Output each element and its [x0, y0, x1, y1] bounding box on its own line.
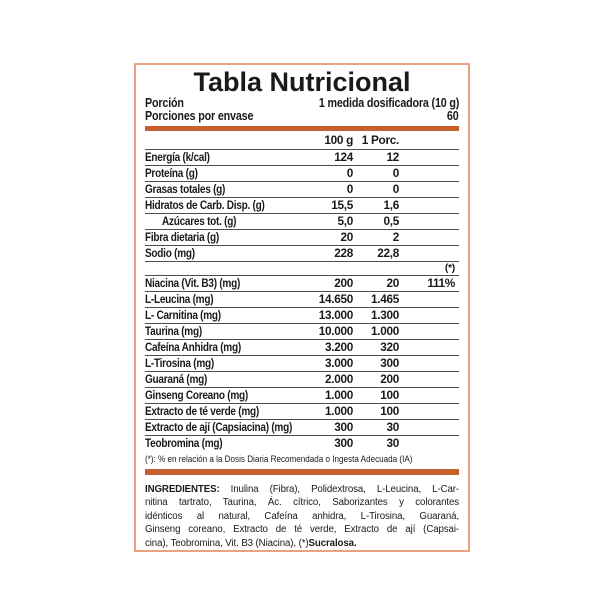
value-per-serving: 1.000 — [370, 324, 399, 338]
value-daily-pct: 111% — [427, 276, 455, 290]
nutrient-row — [145, 276, 459, 292]
nutrient-label: Ginseng Coreano (mg) — [145, 388, 248, 402]
nutrient-label: Cafeína Anhidra (mg) — [145, 340, 241, 354]
nutrient-label: Sodio (mg) — [145, 246, 195, 260]
nutrient-label: Fibra dietaria (g) — [145, 230, 219, 244]
value-per-100g: 5,0 — [337, 214, 353, 228]
nutrient-label: Teobromina (mg) — [145, 436, 223, 450]
value-per-100g: 3.000 — [324, 356, 353, 370]
servings-per-container-label: Porciones por envase — [145, 109, 254, 123]
servings-per-container-row — [145, 110, 459, 123]
value-per-serving: 30 — [386, 436, 399, 450]
value-per-serving: 1.300 — [370, 308, 399, 322]
ingredients-line — [145, 483, 459, 496]
ingredients-paragraph — [145, 483, 459, 550]
value-per-serving: 200 — [380, 372, 399, 386]
nutrient-row — [145, 420, 459, 436]
ingredients-text: nitina tartrato, Taurina, Ác. cítrico, Saborizantes y colorantes — [145, 497, 459, 509]
ingredients-text: idénticos al natural, Cafeína anhidra, L-Tirosina, Guaraná, — [145, 510, 459, 522]
value-per-serving: 100 — [380, 404, 399, 418]
col-header-per-100g: 100 g — [324, 133, 353, 147]
ingredients-text: Inulina (Fibra), Polidextrosa, L-Leucina, L-Car- — [230, 484, 460, 495]
nutrient-label: Energía (k/cal) — [145, 150, 210, 164]
dv-marker-row — [145, 262, 459, 276]
column-header-row — [145, 131, 459, 150]
nutrient-label: L-Leucina (mg) — [145, 292, 214, 306]
ingredients-line — [145, 496, 459, 509]
value-per-100g: 1.000 — [324, 404, 353, 418]
nutrient-row — [145, 230, 459, 246]
nutrient-row — [145, 324, 459, 340]
nutrient-label: Grasas totales (g) — [145, 182, 226, 196]
nutrient-row — [145, 308, 459, 324]
serving-size-label: Porción — [145, 96, 184, 110]
value-per-serving: 30 — [386, 420, 399, 434]
value-per-serving: 300 — [380, 356, 399, 370]
value-per-serving: 1,6 — [383, 198, 399, 212]
value-per-serving: 2 — [392, 230, 399, 244]
nutrient-label: Taurina (mg) — [145, 324, 202, 338]
ingredients-line — [145, 537, 459, 550]
value-per-serving: 12 — [386, 150, 399, 164]
ingredients-text: cina), Teobromina, Vit. B3 (Niacina), (*) — [145, 537, 309, 549]
nutrient-label: Azúcares tot. (g) — [162, 214, 237, 228]
value-per-serving: 100 — [380, 388, 399, 402]
nutrition-label — [134, 63, 470, 552]
value-per-100g: 13.000 — [318, 308, 353, 322]
nutrient-label: Extracto de té verde (mg) — [145, 404, 259, 418]
value-per-100g: 1.000 — [324, 388, 353, 402]
ingredients-text: Ginseng coreano, Extracto de té verde, Extracto de ají (Capsai- — [145, 524, 459, 536]
accent-bar-bottom — [145, 469, 459, 475]
value-per-100g: 3.200 — [324, 340, 353, 354]
nutrient-row — [145, 340, 459, 356]
nutrient-label: L- Carnitina (mg) — [145, 308, 221, 322]
nutrient-label: Hidratos de Carb. Disp. (g) — [145, 198, 265, 212]
value-per-100g: 20 — [340, 230, 353, 244]
value-per-serving: 0 — [392, 182, 399, 196]
value-per-100g: 124 — [334, 150, 353, 164]
value-per-100g: 300 — [334, 436, 353, 450]
col-header-per-serving: 1 Porc. — [361, 133, 399, 147]
servings-per-container-value: 60 — [447, 109, 459, 123]
nutrient-rows — [145, 150, 459, 452]
nutrient-label: L-Tirosina (mg) — [145, 356, 214, 370]
nutrient-row — [145, 198, 459, 214]
value-per-100g: 2.000 — [324, 372, 353, 386]
nutrient-label: Extracto de ají (Capsiacina) (mg) — [145, 420, 293, 434]
serving-size-value: 1 medida dosificadora (10 g) — [318, 96, 459, 110]
table-footnote-text: (*): % en relación a la Dosis Diaria Recomendada o Ingesta Adecuada (IA) — [145, 454, 413, 464]
nutrition-table — [145, 131, 459, 452]
ingredients-line — [145, 523, 459, 536]
nutrient-row — [145, 372, 459, 388]
ingredients-bold-text: INGREDIENTES: — [145, 484, 231, 495]
value-per-100g: 0 — [346, 182, 353, 196]
nutrient-row — [145, 292, 459, 308]
nutrient-label: Guaraná (mg) — [145, 372, 208, 386]
value-per-serving: 320 — [380, 340, 399, 354]
value-per-100g: 300 — [334, 420, 353, 434]
nutrient-label: Niacina (Vit. B3) (mg) — [145, 276, 241, 290]
nutrient-row — [145, 356, 459, 372]
nutrient-row — [145, 404, 459, 420]
value-per-serving: 0 — [392, 166, 399, 180]
ingredients-bold-text: Sucralosa. — [308, 537, 357, 549]
nutrient-label: Proteína (g) — [145, 166, 198, 180]
value-per-100g: 228 — [334, 246, 353, 260]
value-per-100g: 200 — [334, 276, 353, 290]
nutrient-row — [145, 182, 459, 198]
ingredients-line — [145, 510, 459, 523]
value-per-100g: 0 — [346, 166, 353, 180]
nutrient-row — [145, 166, 459, 182]
nutrient-row — [145, 246, 459, 262]
value-per-100g: 14.650 — [318, 292, 353, 306]
nutrient-row — [145, 436, 459, 452]
value-per-100g: 10.000 — [318, 324, 353, 338]
nutrient-row — [145, 388, 459, 404]
value-daily-pct: (*) — [444, 262, 455, 274]
value-per-serving: 20 — [386, 276, 399, 290]
nutrient-row — [145, 214, 459, 230]
value-per-serving: 22,8 — [377, 246, 399, 260]
nutrient-row — [145, 150, 459, 166]
value-per-serving: 0,5 — [383, 214, 399, 228]
value-per-100g: 15,5 — [331, 198, 353, 212]
value-per-serving: 1.465 — [370, 292, 399, 306]
table-footnote — [145, 453, 459, 466]
label-title: Tabla Nutricional — [193, 67, 411, 97]
